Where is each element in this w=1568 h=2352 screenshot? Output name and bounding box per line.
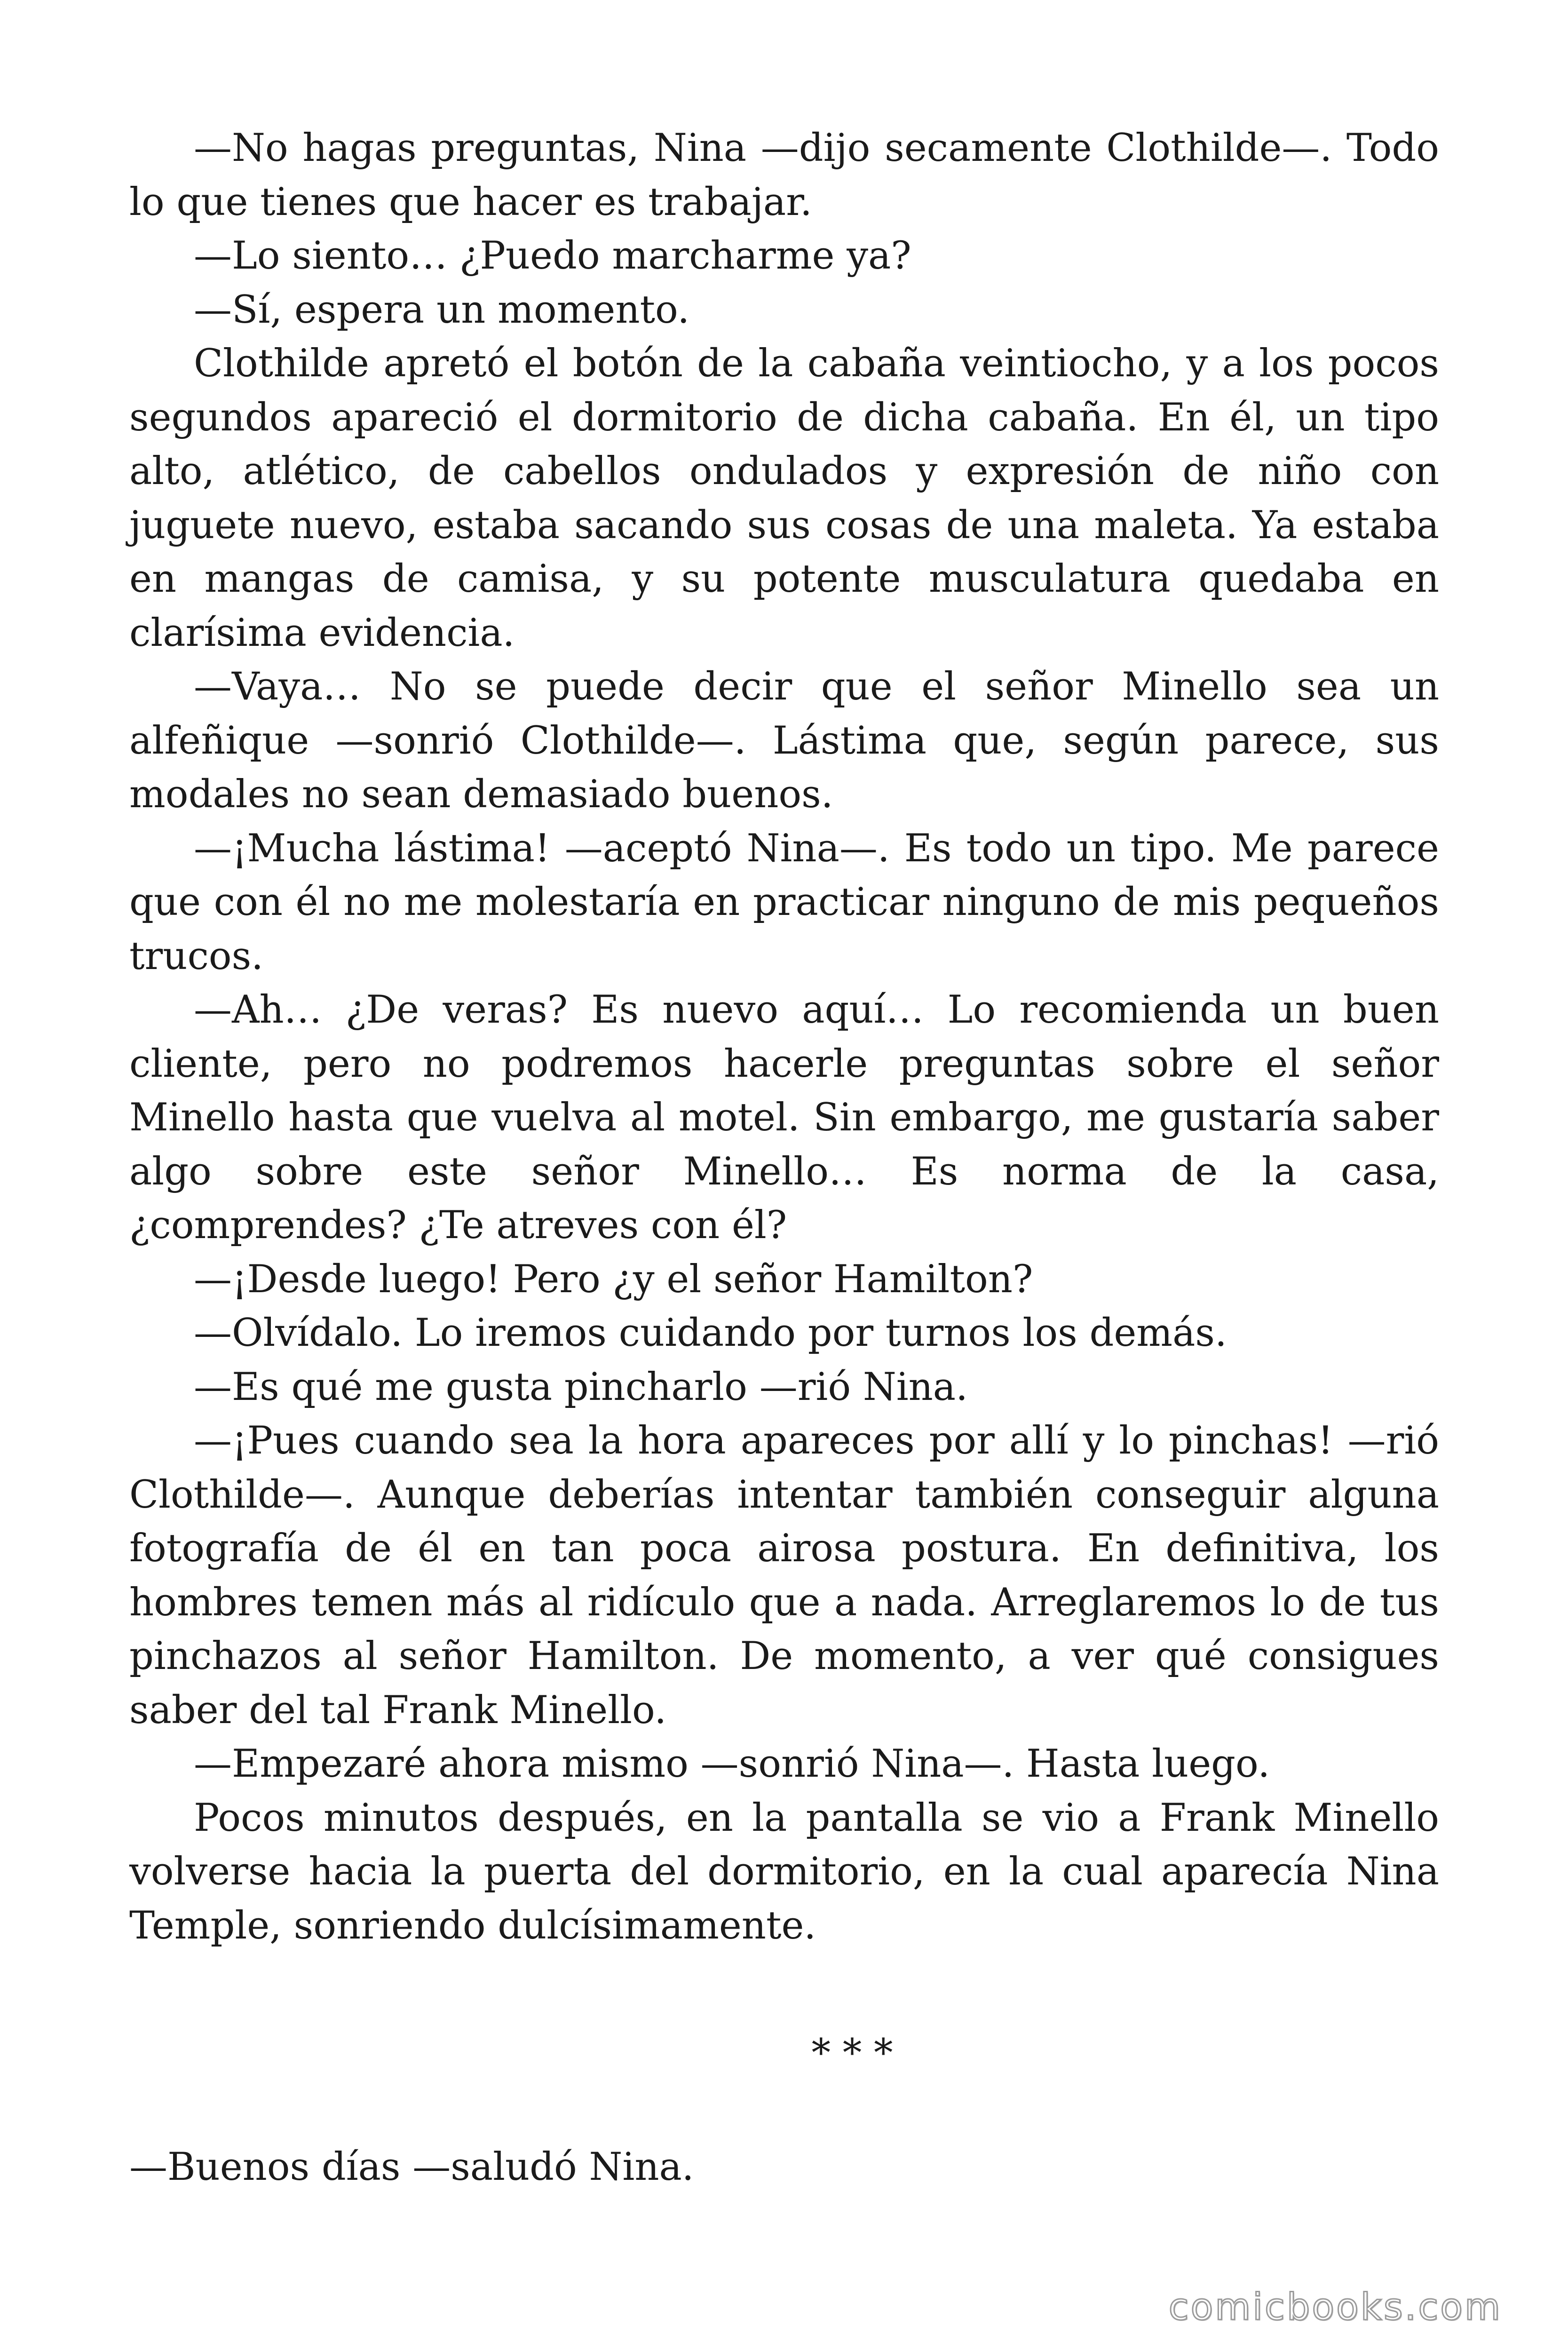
- scene-break-separator: * * *: [811, 2031, 893, 2075]
- paragraph: —Sí, espera un momento.: [194, 287, 690, 332]
- paragraph: —Lo siento… ¿Puedo marcharme ya?: [194, 234, 911, 278]
- paragraph: —Ah… ¿De veras? Es nuevo aquí… Lo recomienda un buen cliente, pero no podremos hacerle preguntas sobre el señor Minello hasta que vuelva al motel. Sin embargo, me gustaría saber algo sobre este señor Minello… Es norma de la casa, ¿comprendes? ¿Te atreves con él?: [129, 988, 1439, 1248]
- paragraph: —Es qué me gusta pincharlo —rió Nina.: [194, 1365, 968, 1409]
- paragraph-new-scene: —Buenos días —saludó Nina.: [129, 2145, 694, 2189]
- paragraph: Clothilde apretó el botón de la cabaña veintiocho, y a los pocos segundos apareció el dormitorio de dicha cabaña. En él, un tipo alto, atlético, de cabellos ondulados y expresión de niño con juguete nuevo, estaba sacando sus cosas de una maleta. Ya estaba en mangas de camisa, y su potente musculatura quedaba en clarísima evidencia.: [129, 342, 1439, 655]
- paragraph: —¡Mucha lástima! —aceptó Nina—. Es todo un tipo. Me parece que con él no me molestaría en practicar ninguno de mis pequeños trucos.: [129, 826, 1439, 978]
- paragraph: —¡Desde luego! Pero ¿y el señor Hamilton?: [194, 1257, 1033, 1302]
- body-text: [129, 121, 1439, 1953]
- paragraph: —¡Pues cuando sea la hora apareces por allí y lo pinchas! —rió Clothilde—. Aunque deberías intentar también conseguir alguna fotografía de él en tan poca airosa postura. En definitiva, los hombres temen más al ridículo que a nada. Arreglaremos lo de tus pinchazos al señor Hamilton. De momento, a ver qué consigues saber del tal Frank Minello.: [129, 1419, 1439, 1732]
- paragraph: —Vaya… No se puede decir que el señor Minello sea un alfeñique —sonrió Clothilde—. Lástima que, según parece, sus modales no sean demasiado buenos.: [129, 665, 1439, 817]
- paragraph: —Empezaré ahora mismo —sonrió Nina—. Hasta luego.: [194, 1742, 1270, 1786]
- paragraph: —No hagas preguntas, Nina —dijo secamente Clothilde—. Todo lo que tienes que hacer es trabajar.: [129, 126, 1439, 224]
- site-watermark: comicbooks.com: [1168, 2286, 1502, 2328]
- paragraph: —Olvídalo. Lo iremos cuidando por turnos los demás.: [194, 1311, 1227, 1355]
- paragraph: Pocos minutos después, en la pantalla se vio a Frank Minello volverse hacia la puerta del dormitorio, en la cual aparecía Nina Temple, sonriendo dulcísimamente.: [129, 1796, 1439, 1948]
